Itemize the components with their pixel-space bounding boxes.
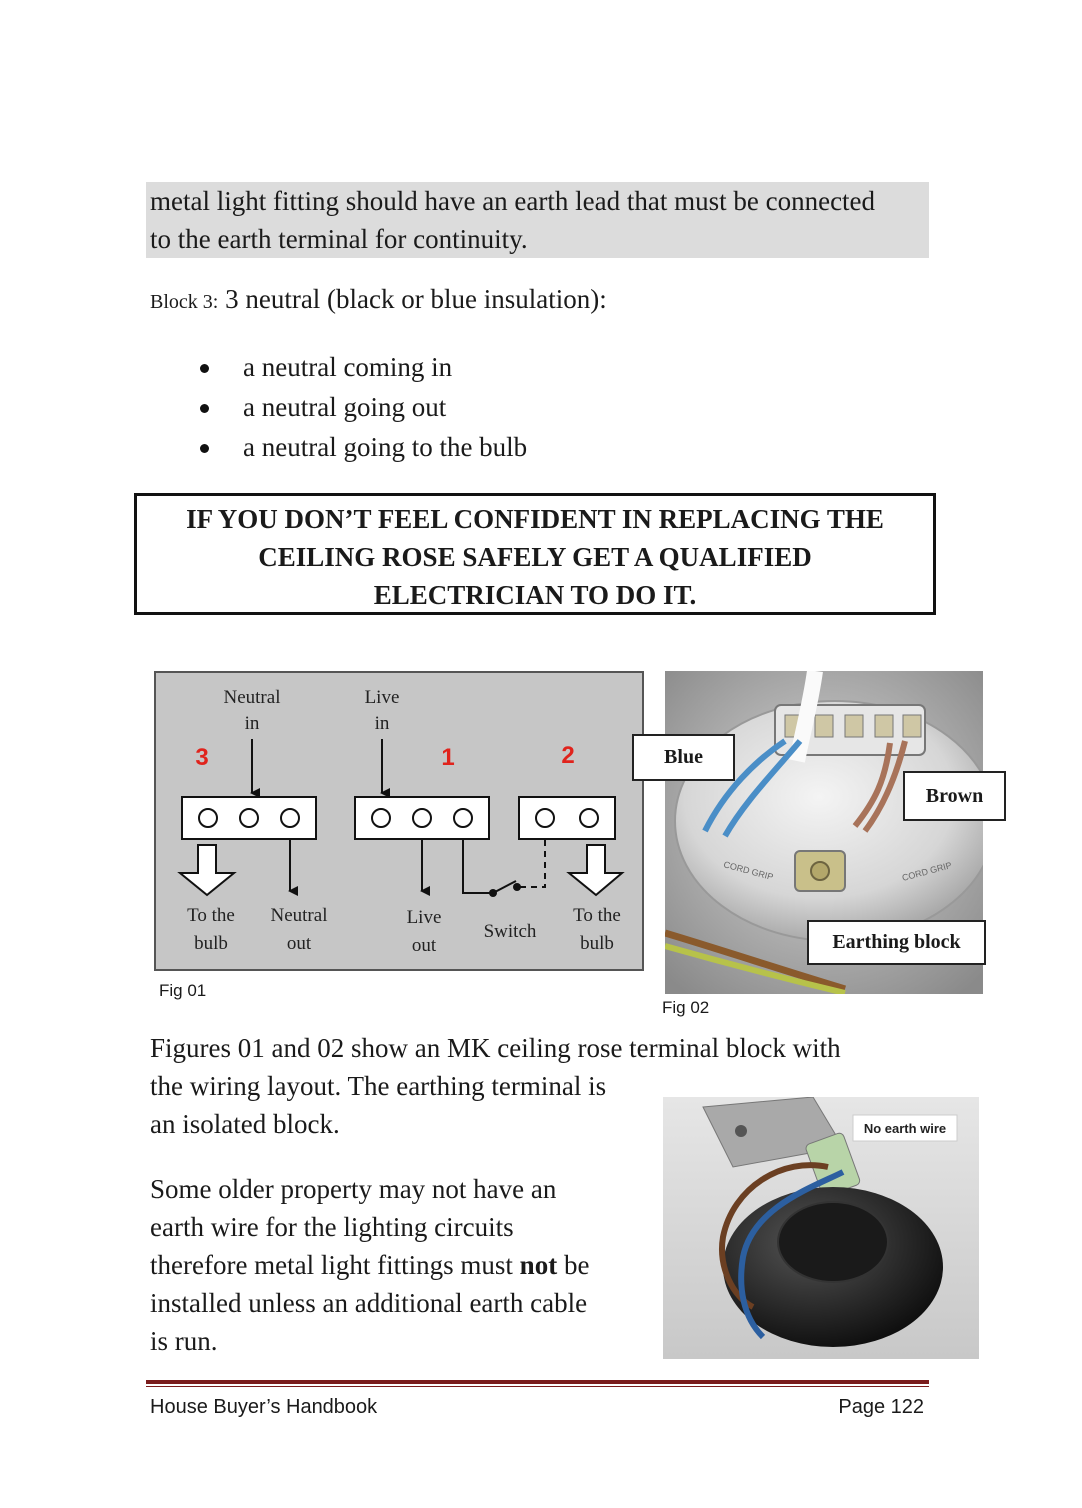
block3-text: 3 neutral (black or blue insulation): — [218, 284, 607, 314]
switched-live-wire — [520, 839, 545, 887]
highlight-line-1: metal light fitting should have an earth lead that must be connected — [150, 186, 876, 216]
highlight-line-2: to the earth terminal for continuity. — [150, 224, 528, 254]
para2-line-3-post: be — [557, 1250, 590, 1280]
terminal-hole — [199, 809, 217, 827]
label-neutral-in-1: Neutral — [223, 687, 281, 708]
label-live-in-2: in — [374, 713, 390, 734]
block-number-3: 3 — [195, 744, 209, 771]
no-earth-photo-svg — [663, 1097, 979, 1359]
list-item: a neutral going to the bulb — [195, 428, 527, 468]
to-bulb-arrow-1 — [180, 845, 234, 895]
para2-line-2: earth wire for the lighting circuits — [150, 1212, 514, 1242]
label-to-bulb-1b: bulb — [194, 933, 228, 954]
switch-wire — [463, 839, 490, 893]
label-live-out-a: Live — [406, 907, 442, 928]
para2-line-4: installed unless an additional earth cable — [150, 1288, 588, 1318]
terminal-hole — [536, 809, 554, 827]
terminal-hole — [454, 809, 472, 827]
para2-line-5: is run. — [150, 1326, 218, 1356]
warning-line-3: ELECTRICIAN TO DO IT. — [373, 580, 697, 610]
label-neutral-out-b: out — [286, 933, 312, 954]
cord-grip-label-2: CORD GRIP — [900, 860, 953, 883]
label-to-bulb-2b: bulb — [580, 933, 614, 954]
paragraph-older-property — [150, 1170, 589, 1360]
terminal-hole — [281, 809, 299, 827]
list-item: a neutral coming in — [195, 348, 527, 388]
block-number-1: 1 — [441, 744, 455, 771]
terminal-block-2 — [519, 797, 615, 839]
label-to-bulb-1a: To the — [187, 905, 235, 926]
footer-rule-thin — [146, 1386, 929, 1387]
safety-warning-box — [134, 493, 936, 615]
para2-line-3 — [150, 1246, 589, 1284]
footer-rule-thick — [146, 1380, 929, 1384]
para2-emphasis-not: not — [519, 1250, 558, 1280]
terminal-hole — [413, 809, 431, 827]
para1-line-3: an isolated block. — [150, 1109, 340, 1139]
block3-bullet-list — [195, 348, 527, 468]
cord-grip-label-1: CORD GRIP — [722, 859, 775, 883]
callout-brown: Brown — [903, 771, 1006, 821]
switch-contact — [513, 883, 521, 891]
label-neutral-in-2: in — [244, 713, 260, 734]
warning-line-2: CEILING ROSE SAFELY GET A QUALIFIED — [258, 542, 812, 572]
footer-page-number: Page 122 — [838, 1396, 924, 1418]
list-item: a neutral going out — [195, 388, 527, 428]
block3-prefix: Block 3: — [150, 291, 219, 313]
highlight-paragraph — [150, 182, 930, 258]
warning-line-1: IF YOU DON’T FEEL CONFIDENT IN REPLACING THE — [186, 504, 884, 534]
label-live-in-1: Live — [364, 687, 400, 708]
label-to-bulb-2a: To the — [573, 905, 621, 926]
label-live-out-b: out — [411, 935, 437, 956]
no-earth-wire-photo — [663, 1097, 979, 1359]
callout-blue: Blue — [632, 734, 735, 781]
terminal-hole — [372, 809, 390, 827]
callout-earthing-block: Earthing block — [807, 920, 986, 965]
block-number-2: 2 — [561, 742, 575, 769]
footer-book-title: House Buyer’s Handbook — [150, 1396, 378, 1418]
no-earth-label: No earth wire — [863, 1121, 947, 1136]
to-bulb-arrow-2 — [569, 845, 622, 895]
para1-line-1: Figures 01 and 02 show an MK ceiling rose terminal block with — [150, 1033, 841, 1063]
terminal-hole — [580, 809, 598, 827]
label-switch: Switch — [483, 921, 537, 942]
fig01-caption: Fig 01 — [159, 981, 207, 1000]
fig01-diagram-svg — [156, 673, 642, 969]
switch-lever — [493, 881, 516, 893]
label-neutral-out-a: Neutral — [270, 905, 328, 926]
block3-heading — [150, 284, 607, 315]
fig01-wiring-diagram — [154, 671, 644, 971]
para2-line-3-pre: therefore metal light fittings must — [150, 1250, 520, 1280]
para2-line-1: Some older property may not have an — [150, 1174, 557, 1204]
fig02-caption: Fig 02 — [662, 998, 710, 1017]
terminal-hole — [240, 809, 258, 827]
para1-line-2: the wiring layout. The earthing terminal is — [150, 1071, 607, 1101]
